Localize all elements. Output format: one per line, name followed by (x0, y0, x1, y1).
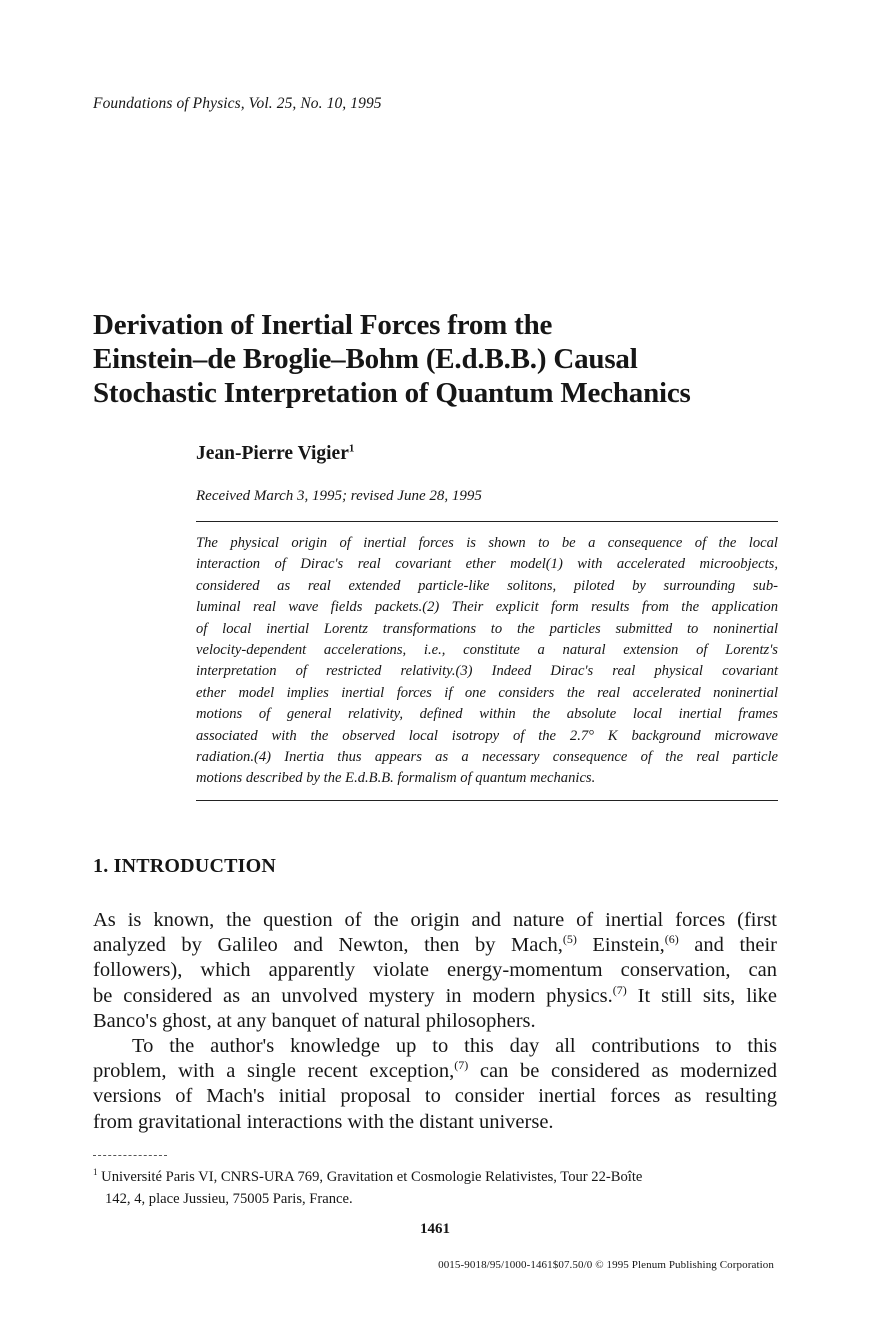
body-line: be considered as an unvolved mystery in modern physics.$^{(7)}$ It still sits, like (93, 982, 777, 1007)
abstract-line: velocity-dependent accelerations, i.e., constitute a natural extension of Lorentz's (196, 641, 778, 658)
abstract-line: motions of general relativity, defined within the absolute local inertial frames (196, 706, 778, 723)
abstract-line: radiation.(4) Inertia thus appears as a necessary consequence of the real particle (196, 748, 778, 765)
abstract-line: associated with the observed local isotropy of the 2.7° K background microwave (196, 727, 778, 744)
abstract-line: ether model implies inertial forces if one considers the real accelerated noninertial (196, 684, 778, 701)
received-dates: Received March 3, 1995; revised June 28, 1995 (196, 488, 482, 504)
page-number: 1461 (420, 1221, 450, 1237)
body-line: followers), which apparently violate energy-momentum conservation, can (93, 959, 777, 982)
body-line: To the author's knowledge up to this day all contributions to this (132, 1034, 777, 1057)
author-name: Jean-Pierre Vigier (196, 443, 349, 464)
abstract (196, 533, 778, 790)
footnote-rule (93, 1155, 167, 1156)
body-line: As is known, the question of the origin and nature of inertial forces (first (93, 909, 777, 931)
citation-ref: (5) (562, 932, 577, 947)
body-line: Banco's ghost, at any banquet of natural philosophers. (93, 1009, 536, 1032)
title-line: Stochastic Interpretation of Quantum Mechanics (93, 377, 691, 409)
body-line: from gravitational interactions with the distant universe. (93, 1110, 554, 1133)
article-title (93, 308, 813, 410)
abstract-top-rule (196, 521, 778, 522)
abstract-line: interpretation of restricted relativity.(3) Indeed Dirac's real physical covariant (196, 663, 778, 680)
copyright-line: 0015-9018/95/1000-1461$07.50/0 © 1995 Plenum Publishing Corporation (438, 1259, 774, 1271)
abstract-line: considered as real extended particle-like solitons, piloted by surrounding sub- (196, 577, 778, 594)
body-line: problem, with a single recent exception,$^{(7)}$ can be considered as modernized (93, 1058, 777, 1083)
abstract-line: interaction of Dirac's real covariant ether model(1) with accelerated microobjects, (196, 556, 778, 573)
title-line: Derivation of Inertial Forces from the (93, 309, 553, 341)
body-text (93, 908, 777, 1135)
abstract-line: motions described by the E.d.B.B. formalism of quantum mechanics. (196, 770, 596, 787)
abstract-line: luminal real wave fields packets.(2) Their explicit form results from the application (196, 599, 778, 616)
title-line: Einstein–de Broglie–Bohm (E.d.B.B.) Causal (93, 343, 638, 375)
citation-ref: (7) (454, 1058, 469, 1073)
section-heading: 1. INTRODUCTION (93, 855, 277, 877)
footnote-line: $^1$ Université Paris VI, CNRS-URA 769, Gravitation et Cosmologie Relativistes, Tour 22-Boîte (93, 1167, 643, 1185)
abstract-bottom-rule (196, 800, 778, 801)
footnote-mark: 1 (93, 1167, 98, 1178)
footnote-line: 142, 4, place Jussieu, 75005 Paris, France. (105, 1191, 353, 1207)
body-line: analyzed by Galileo and Newton, then by Mach,$^{(5)}$ Einstein,$^{(6)}$ and their (93, 932, 778, 957)
journal-citation: Foundations of Physics, Vol. 25, No. 10, 1995 (93, 95, 382, 112)
citation-ref: (6) (664, 932, 679, 947)
abstract-line: The physical origin of inertial forces is shown to be a consequence of the local (196, 535, 778, 551)
author-footnote-mark: 1 (348, 442, 355, 455)
author-line (196, 443, 354, 465)
abstract-line: of local inertial Lorentz transformations to the particles submitted to noninertial (196, 620, 778, 637)
footnote (93, 1166, 777, 1210)
citation-ref: (7) (612, 982, 627, 997)
body-line: versions of Mach's initial proposal to consider inertial forces as resulting (93, 1085, 777, 1108)
